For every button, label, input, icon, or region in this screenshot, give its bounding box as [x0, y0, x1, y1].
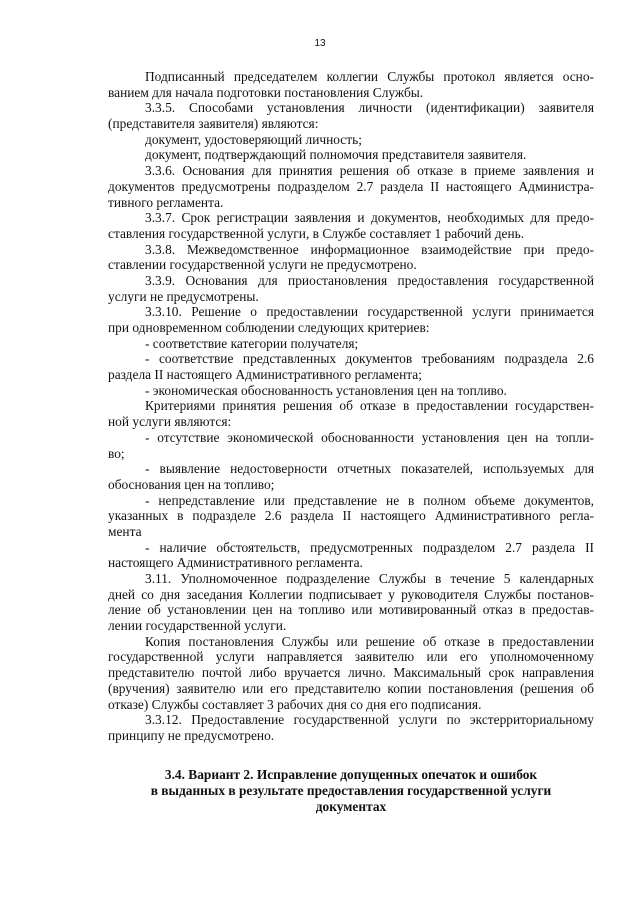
text-line: 3.3.9. Основания для приостановления предоставления государственной: [145, 272, 594, 288]
text-line: 3.3.12. Предоставление государственной услуги по экстерриториальному: [145, 712, 594, 728]
text-line: 3.3.6. Основания для принятия решения об отказе в приеме заявления и: [145, 163, 594, 179]
text-line: - выявление недостоверности отчетных показателей, используемых для: [145, 461, 594, 477]
text-line: при одновременном соблюдении следующих критериев:: [108, 320, 430, 335]
text-line: принципу не предусмотрено.: [108, 727, 275, 743]
text-line: Критериями принятия решения об отказе в предоставлении государствен-: [145, 398, 594, 414]
text-line: 3.11. Уполномоченное подразделение Службы в течение 5 календарных: [145, 571, 594, 586]
text-line: во;: [108, 445, 125, 461]
text-line: 3.3.8. Межведомственное информационное взаимодействие при предо-: [145, 241, 594, 257]
heading-line: 3.4. Вариант 2. Исправление допущенных опечаток и ошибок: [164, 766, 538, 782]
heading-line: документах: [315, 798, 387, 814]
text-line: обоснования цен на топливо;: [108, 476, 275, 492]
text-line: услуги не предусмотрены.: [108, 288, 259, 304]
text-line: документ, подтверждающий полномочия представителя заявителя.: [145, 147, 527, 163]
text-line: (представителя заявителя) являются:: [108, 116, 319, 132]
text-line: - непредставление или представление не в полном объеме документов,: [145, 492, 594, 508]
text-line: 3.3.5. Способами установления личности (идентификации) заявителя: [145, 100, 594, 116]
text-line: документ, удостоверяющий личность;: [145, 131, 362, 147]
text-line: государственной услуги направляется заявителю или его уполномоченному: [108, 649, 594, 665]
text-line: представителю почтой либо вручается лично. Максимальный срок направления: [108, 665, 594, 681]
text-line: настоящего Административного регламента.: [108, 555, 363, 571]
text-line: Копия постановления Службы или решение об отказе в предоставлении: [145, 633, 594, 649]
page-number: 13: [314, 38, 326, 49]
body-text: [108, 69, 594, 815]
text-line: - экономическая обоснованность установления цен на топливо.: [145, 382, 507, 398]
text-line: мента: [108, 523, 142, 539]
text-line: ванием для начала подготовки постановления Службы.: [108, 84, 424, 100]
text-line: 3.3.10. Решение о предоставлении государственной услуги принимается: [145, 304, 594, 320]
text-line: тивного регламента.: [108, 194, 224, 210]
text-line: дней со дня заседания Коллегии подписывает у руководителя Службы постанов-: [108, 586, 594, 602]
text-line: - отсутствие экономической обоснованности установления цен на топли-: [145, 429, 594, 445]
heading-line: в выданных в результате предоставления государственной услуги: [150, 782, 552, 798]
text-line: 3.3.7. Срок регистрации заявления и документов, необходимых для предо-: [145, 210, 594, 226]
text-line: Подписанный председателем коллегии Службы протокол является осно-: [145, 69, 594, 84]
text-line: документов предусмотрены подразделом 2.7 раздела II настоящего Администра-: [108, 178, 594, 194]
text-line: указанных в подразделе 2.6 раздела II настоящего Административного регла-: [108, 508, 594, 524]
text-line: раздела II настоящего Административного регламента;: [108, 367, 422, 383]
text-line: - соответствие представленных документов требованиям подраздела 2.6: [145, 351, 594, 367]
text-line: (вручения) заявителю или его представителю копии постановления (решения об: [108, 680, 594, 696]
text-line: ставления государственной услуги, в Службе составляет 1 рабочий день.: [108, 225, 525, 241]
section-heading: [108, 767, 594, 815]
text-line: ной услуги являются:: [108, 414, 232, 430]
text-line: ление об установлении цен на топливо или мотивированный отказ в предостав-: [108, 602, 594, 618]
text-line: отказе) Службы составляет 3 рабочих дня со дня его подписания.: [108, 696, 482, 712]
text-line: - соответствие категории получателя;: [145, 335, 359, 351]
text-line: лении государственной услуги.: [108, 618, 287, 634]
text-line: - наличие обстоятельств, предусмотренных подразделом 2.7 раздела II: [145, 539, 594, 555]
text-line: ставлении государственной услуги не предусмотрено.: [108, 257, 417, 273]
